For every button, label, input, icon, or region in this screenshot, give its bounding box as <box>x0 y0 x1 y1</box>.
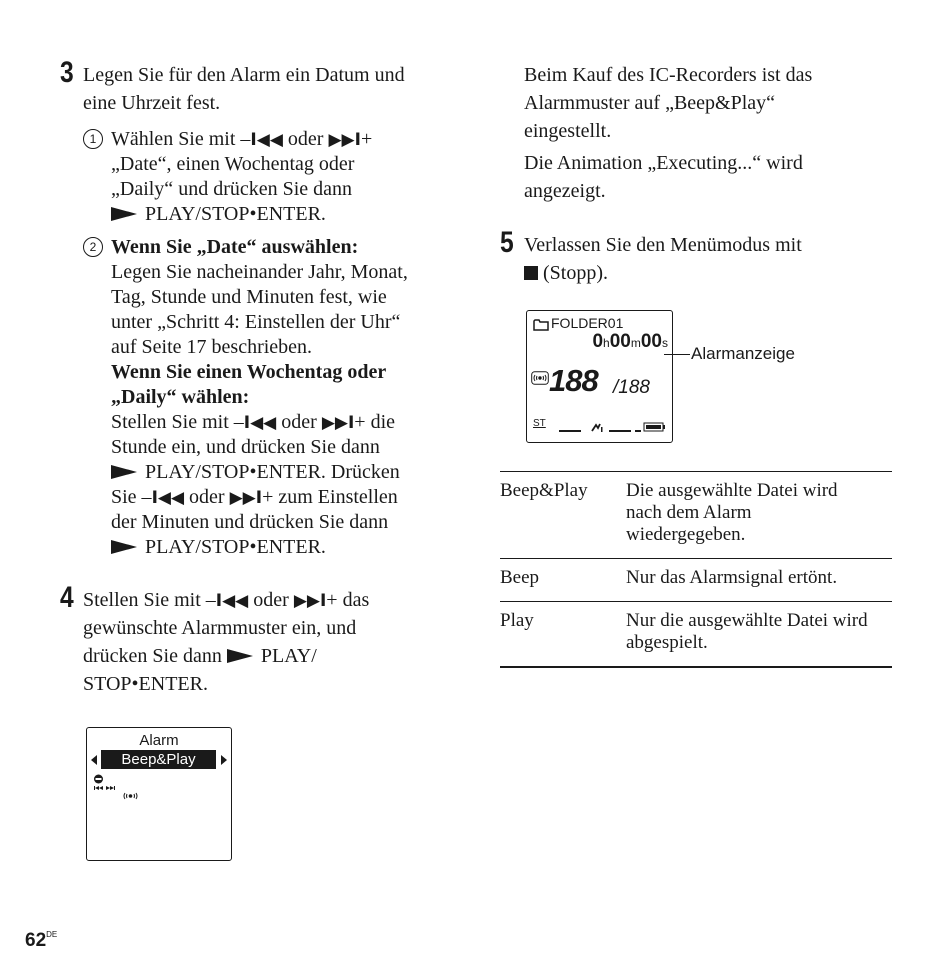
marker-1: 1 <box>83 129 103 149</box>
prev-track-icon: I◀◀ <box>250 130 283 150</box>
next-track-icon: ▶▶I <box>293 591 327 611</box>
prev-next-small-icon <box>94 786 115 790</box>
table-value-line: abgespielt. <box>626 632 708 653</box>
table-key: Beep&Play <box>500 480 588 501</box>
sub2-text-c: PLAY/STOP•ENTER. Drücken <box>145 461 400 483</box>
time-hours: 0 <box>592 331 604 352</box>
time-minutes: 00 <box>609 331 631 352</box>
sub1-text-a: Wählen Sie mit – <box>111 128 251 150</box>
step-4-line-3 <box>83 642 317 670</box>
play-icon <box>111 540 137 554</box>
table-key: Beep <box>500 567 540 588</box>
step-5-line-2 <box>524 259 608 287</box>
minus-circle-icon <box>94 775 103 784</box>
step5-text-stop: (Stopp). <box>538 262 608 284</box>
right-para1-line-2: Alarmmuster auf „Beep&Play“ <box>524 92 776 114</box>
sub2-line-2: Tag, Stunde und Minuten fest, wie <box>111 286 387 308</box>
next-track-icon: ▶▶I <box>229 488 263 508</box>
sub1-play-label: PLAY/STOP•ENTER. <box>145 203 326 225</box>
step4-text-c: + das <box>326 589 370 611</box>
alarm-signal-icon <box>124 793 137 799</box>
table-row <box>500 472 892 559</box>
folder-icon <box>533 318 549 331</box>
sub2-heading-2a: Wenn Sie einen Wochentag oder <box>111 361 387 383</box>
sub2-line-4: auf Seite 17 beschrieben. <box>111 336 313 358</box>
step-3-line-2: eine Uhrzeit fest. <box>83 92 221 114</box>
right-arrow-icon <box>221 755 227 765</box>
step-5-number: 5 <box>500 226 514 259</box>
table-row <box>500 559 892 602</box>
battery-icon <box>644 423 665 431</box>
sub2-line-10 <box>111 535 326 560</box>
status-bar <box>555 420 667 434</box>
alarm-pattern-table <box>500 471 892 668</box>
step-3-line-1: Legen Sie für den Alarm ein Datum und <box>83 64 405 86</box>
right-para2-line-1: Die Animation „Executing...“ wird <box>524 152 803 174</box>
sub2-line-3: unter „Schritt 4: Einstellen der Uhr“ <box>111 311 401 333</box>
sub1-line-2: „Date“, einen Wochentag oder <box>111 153 355 175</box>
sub2-text-d1: Sie – <box>111 486 152 508</box>
table-value-line: Nur die ausgewählte Datei wird <box>626 610 868 631</box>
sub2-line-8 <box>111 485 398 511</box>
prev-track-icon: I◀◀ <box>151 488 185 508</box>
sub2-heading-2b: „Daily“ wählen: <box>111 386 250 408</box>
alarm-display-title: Alarm <box>139 732 179 749</box>
step-5-line-1: Verlassen Sie den Menümodus mit <box>524 234 802 256</box>
recorder-display-screen <box>526 310 673 443</box>
alarm-display-selected: Beep&Play <box>101 750 216 769</box>
table-value <box>626 559 892 602</box>
right-para1-line-1: Beim Kauf des IC-Recorders ist das <box>524 64 813 86</box>
page-lang-suffix: DE <box>46 930 58 939</box>
time-seconds-unit: s <box>662 336 668 350</box>
table-value <box>626 602 892 668</box>
prev-track-icon: I◀◀ <box>215 591 249 611</box>
sub2-line-9: der Minuten und drücken Sie dann <box>111 511 389 533</box>
file-number-big: 188 <box>549 363 598 398</box>
table-value <box>626 472 892 559</box>
sub2-line-6: Stunde ein, und drücken Sie dann <box>111 436 380 458</box>
sub2-text-d3: + zum Einstellen <box>262 486 398 508</box>
play-icon <box>111 465 137 479</box>
next-track-icon: ▶▶I <box>321 413 355 433</box>
callout-line <box>664 354 690 355</box>
table-value-line: Nur das Alarmsignal ertönt. <box>626 567 838 588</box>
page-number <box>25 930 57 952</box>
sub1-line-3: „Daily“ und drücken Sie dann <box>111 178 353 200</box>
file-total: /188 <box>613 377 650 398</box>
elapsed-time <box>592 331 668 353</box>
step4-text-b: oder <box>248 589 294 611</box>
page-number-value: 62 <box>25 930 47 951</box>
sub2-text-a2: oder <box>276 411 322 433</box>
alarm-indicator-icon <box>531 371 549 385</box>
left-arrow-icon <box>91 755 97 765</box>
step-4-line-1 <box>83 586 369 615</box>
table-value-line: wiedergegeben. <box>626 524 746 545</box>
step4-text-3b: PLAY/ <box>260 645 317 667</box>
step4-text-3a: drücken Sie dann <box>83 645 227 667</box>
table-value-line: Die ausgewählte Datei wird <box>626 480 838 501</box>
step-4-line-4: STOP•ENTER. <box>83 673 208 695</box>
table-row <box>500 602 892 668</box>
level-icon <box>592 424 600 431</box>
alarm-indicator-callout: Alarmanzeige <box>691 344 795 363</box>
table-value-line: nach dem Alarm <box>626 502 752 523</box>
table-key: Play <box>500 610 534 631</box>
step-4-number: 4 <box>60 581 74 614</box>
sub2-line-7 <box>111 460 400 485</box>
stereo-label: ST <box>533 418 546 429</box>
sub2-text-a1: Stellen Sie mit – <box>111 411 244 433</box>
time-hours-unit: h <box>603 336 610 350</box>
marker-2: 2 <box>83 237 103 257</box>
sub2-line-1: Legen Sie nacheinander Jahr, Monat, <box>111 261 408 283</box>
step-3-number: 3 <box>60 56 74 89</box>
prev-track-icon: I◀◀ <box>243 413 277 433</box>
right-para1-line-3: eingestellt. <box>524 120 612 142</box>
step4-text-a: Stellen Sie mit – <box>83 589 216 611</box>
alarm-status-icons <box>93 773 153 807</box>
sub2-text-f: PLAY/STOP•ENTER. <box>145 536 326 558</box>
step-4-line-2: gewünschte Alarmmuster ein, und <box>83 617 357 639</box>
folder-name: FOLDER01 <box>551 315 624 331</box>
play-icon <box>111 207 137 221</box>
sub2-text-d2: oder <box>184 486 230 508</box>
sub2-text-a3: + die <box>354 411 396 433</box>
play-icon <box>227 649 253 663</box>
sub1-text-b: oder <box>282 128 329 150</box>
next-track-icon: ▶▶I <box>328 130 361 150</box>
sub1-text-c: + <box>360 128 373 150</box>
right-para2-line-2: angezeigt. <box>524 180 606 202</box>
time-minutes-unit: m <box>630 336 641 350</box>
sub1-line-4 <box>111 202 326 227</box>
stop-icon <box>524 266 538 280</box>
sub1-line-1 <box>111 127 372 153</box>
time-seconds: 00 <box>640 331 662 352</box>
alarm-display-screen <box>86 727 232 861</box>
sub2-line-5 <box>111 410 395 436</box>
sub2-heading-1: Wenn Sie „Date“ auswählen: <box>111 236 359 258</box>
